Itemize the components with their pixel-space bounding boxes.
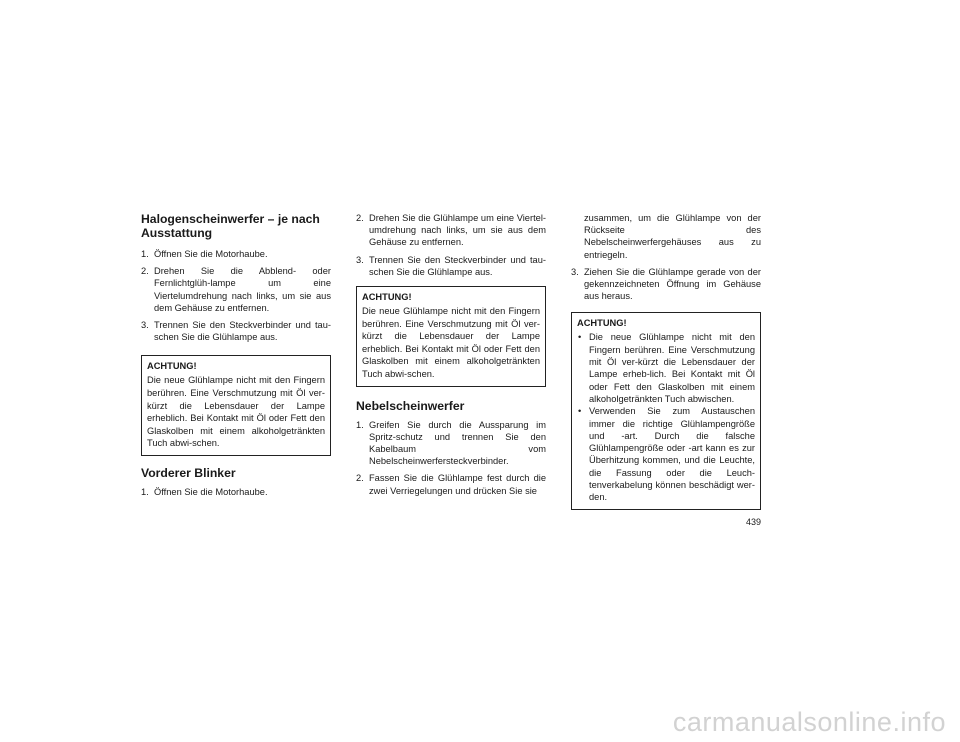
warning-title: ACHTUNG! <box>577 318 627 329</box>
warning-box <box>571 312 761 509</box>
column-2 <box>356 212 546 502</box>
list-item: 3. Trennen Sie den Steckverbinder und tau-schen Sie die Glühlampe aus. <box>356 254 546 277</box>
warning-title: ACHTUNG! <box>147 361 197 372</box>
steps-list <box>141 248 331 343</box>
bullet-icon: • <box>578 406 582 417</box>
steps-list <box>571 266 761 303</box>
warning-box <box>356 286 546 387</box>
warning-text: Die neue Glühlampe nicht mit den Fingern berühren. Eine Verschmutzung mit Öl ver-kürzt die Lebensdauer der Lampe erheblich. Bei Kontakt mit Öl oder Fett den Glaskolben mit einem alkoholgetränkten Tuch abwi-schen. <box>147 375 325 449</box>
list-item: • Verwenden Sie zum Austauschen immer die richtige Glühlampengröße und -art. Durch die falsche Glühlampengröße oder -art kann es zur Überhitzung kommen, und die Leuchte, die Fassung oder die Leuch-tenverkabelung können beschädigt wer-den. <box>578 406 755 503</box>
list-item: 1. Öffnen Sie die Motorhaube. <box>141 249 268 260</box>
warning-title: ACHTUNG! <box>362 292 412 303</box>
list-item: 2. Drehen Sie die Glühlampe um eine Viertel-umdrehung nach links, um sie aus dem Gehäuse zu entfernen. <box>356 213 546 248</box>
section-heading-blinker: Vorderer Blinker <box>141 466 236 481</box>
warning-box <box>141 355 331 456</box>
steps-list <box>141 486 331 498</box>
steps-list <box>356 419 546 497</box>
list-item: 2. Drehen Sie die Abblend- oder Fernlichtglüh-lampe um eine Viertelumdrehung nach links, um sie aus dem Gehäuse zu entfernen. <box>141 266 331 313</box>
bullet-icon: • <box>578 332 582 343</box>
column-1 <box>141 212 331 503</box>
list-item: 1. Greifen Sie durch die Aussparung im Spritz-schutz und trennen Sie den Kabelbaum vom Nebelscheinwerfersteckverbinder. <box>356 419 546 467</box>
list-item: 2. Fassen Sie die Glühlampe fest durch die zwei Verriegelungen und drücken Sie sie <box>356 473 546 496</box>
list-item: 3. Ziehen Sie die Glühlampe gerade von der gekennzeichneten Öffnung im Gehäuse aus heraus. <box>571 266 761 302</box>
warning-text: Die neue Glühlampe nicht mit den Fingern berühren. Eine Verschmutzung mit Öl ver-kürzt die Lebensdauer der Lampe erheblich. Bei Kontakt mit Öl oder Fett den Glaskolben mit einem alkoholgetränkten Tuch abwi-schen. <box>362 306 540 379</box>
list-item: • Die neue Glühlampe nicht mit den Fingern berühren. Eine Verschmutzung mit Öl ver-kürzt die Lebensdauer der Lampe erheb-lich. Bei Kontakt mit Öl oder Fett den Glaskolben mit einem alkoholgetränkten Tuch abwischen. <box>578 332 755 404</box>
warning-bullets <box>577 331 755 503</box>
section-heading-halogen: Halogenscheinwerfer – je nach Ausstattung <box>141 212 320 241</box>
section-heading-nebel: Nebelscheinwerfer <box>356 398 465 413</box>
page-number: 439 <box>746 517 762 527</box>
list-item: 1. Öffnen Sie die Motorhaube. <box>141 487 268 498</box>
watermark: carmanualsonline.info <box>672 707 946 737</box>
list-item: 3. Trennen Sie den Steckverbinder und tau-schen Sie die Glühlampe aus. <box>141 320 331 343</box>
steps-list <box>356 212 546 278</box>
column-3 <box>571 212 761 520</box>
step-continuation: zusammen, um die Glühlampe von der Rückseite des Nebelscheinwerfergehäuses aus zu entriegeln. <box>584 213 761 260</box>
